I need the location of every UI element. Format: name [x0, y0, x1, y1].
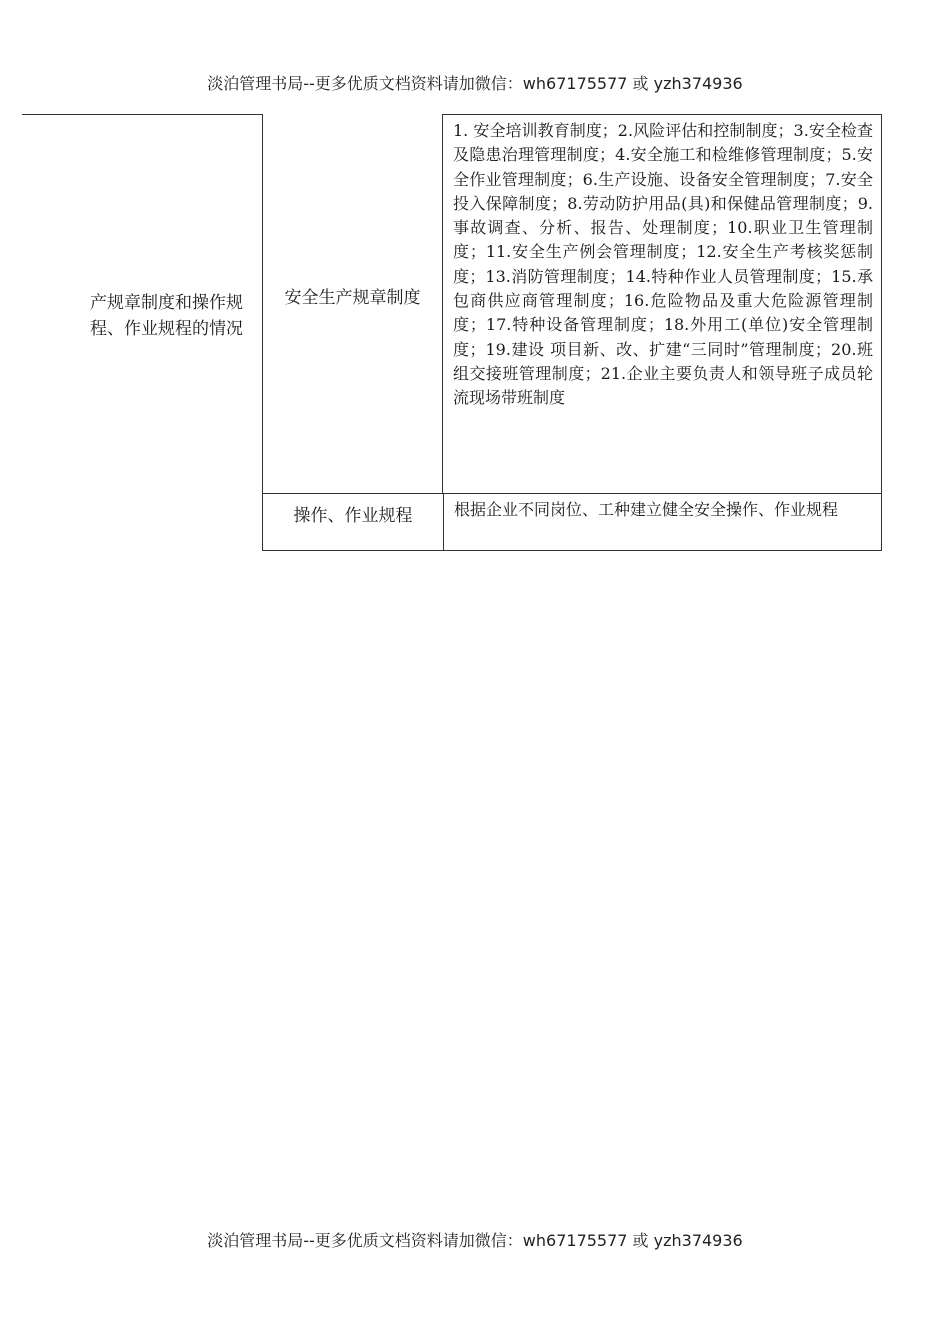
table-top-rule: [22, 114, 262, 115]
item-label-procedures: 操作、作业规程: [293, 506, 413, 526]
item-cell-regulations: [262, 114, 443, 493]
page-footer: 淡泊管理书局--更多优质文档资料请加微信：wh67175577 或 yzh374936: [207, 1231, 743, 1250]
content-cell-procedures: 根据企业不同岗位、工种建立健全安全操作、作业规程: [443, 493, 882, 551]
category-cell: 产规章制度和操作规程、作业规程的情况: [90, 293, 243, 339]
item-cell-procedures: [262, 493, 443, 551]
page-header: 淡泊管理书局--更多优质文档资料请加微信：wh67175577 或 yzh374936: [207, 74, 743, 93]
item-label-regulations: 安全生产规章制度: [284, 288, 421, 308]
content-cell-regulations: 1. 安全培训教育制度；2.风险评估和控制制度；3.安全检查及隐患治理管理制度；4.安全施工和检维修管理制度；5.安全作业管理制度；6.生产设施、设备安全管理制度；7.安全投入保障制度；8.劳动防护用品(具)和保健品管理制度；9.事故调查、分析、报告、处理制度；10.职业卫生管理制度；11.安全生产例会管理制度；12.安全生产考核奖惩制度；13.消防管理制度；14.特种作业人员管理制度；15.承包商供应商管理制度；16.危险物品及重大危险源管理制度；17.特种设备管理制度；18.外用工(单位)安全管理制度；19.建设 项目新、改、扩建“三同时”管理制度；20.班组交接班管理制度；21.企业主要负责人和领导班子成员轮流现场带班制度: [443, 114, 882, 493]
